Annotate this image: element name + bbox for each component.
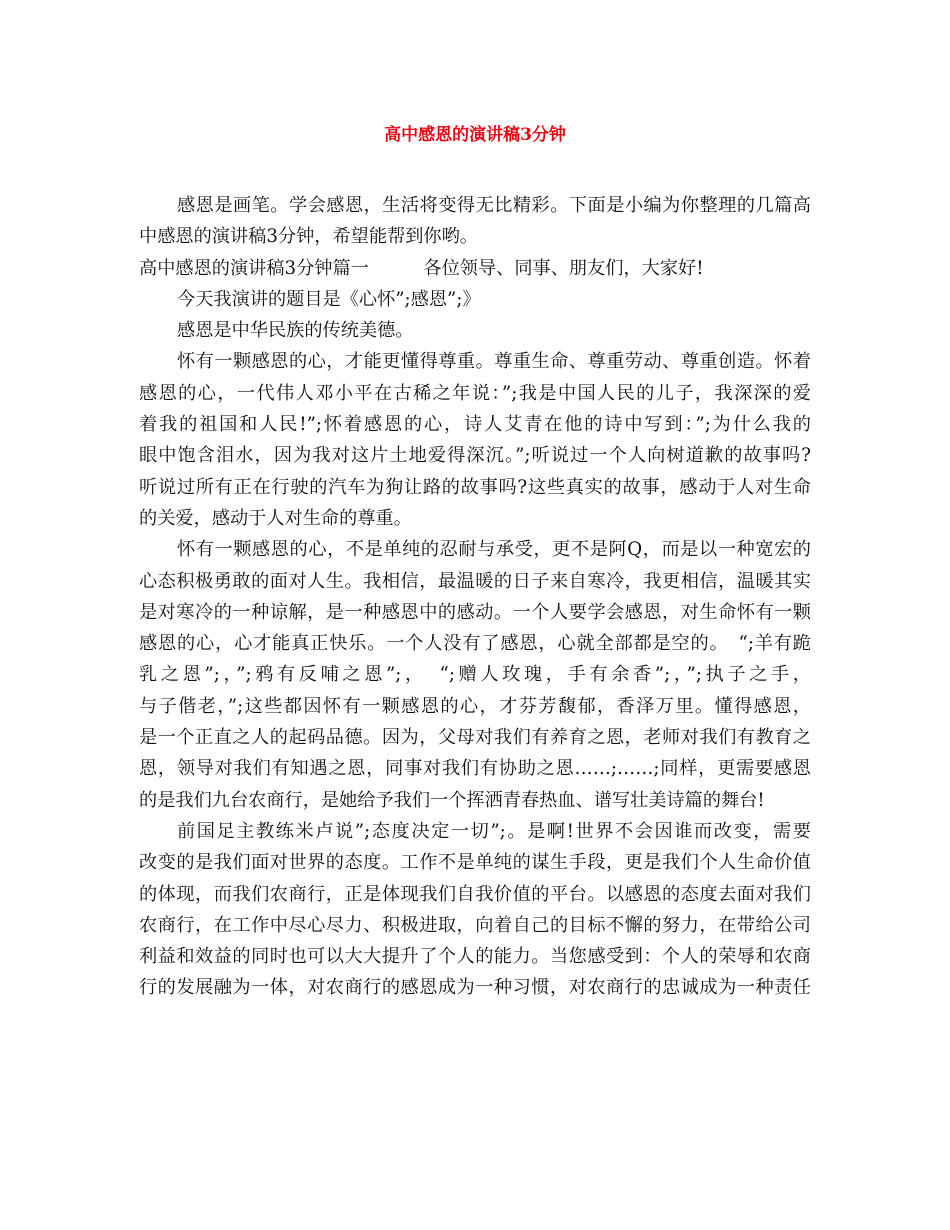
body-line: 农商行，在工作中尽心尽力、积极进取，向着自己的目标不懈的努力，在带给公司	[139, 914, 811, 936]
body-line: 今天我演讲的题目是《心怀”;感恩”;》	[177, 288, 481, 310]
body-line: 与子偕老，”;这些都因怀有一颗感恩的心，才芬芳馥郁，香泽万里。懂得感恩，	[139, 695, 811, 717]
body-line: 乳之恩”;，”;鸦有反哺之恩”;， “;赠人玫瑰，手有余香”;，”;执子之手，	[139, 664, 811, 686]
body-line: 前国足主教练米卢说”;态度决定一切”;。是啊!世界不会因谁而改变，需要	[177, 820, 811, 842]
body-line: 感恩是画笔。学会感恩，生活将变得无比精彩。下面是小编为你整理的几篇高	[177, 195, 811, 216]
body-line: 是一个正直之人的起码品德。因为，父母对我们有养育之恩，老师对我们有教育之	[139, 727, 811, 749]
body-line: 中感恩的演讲稿3分钟，希望能帮到你哟。	[139, 226, 478, 248]
body-line: 感恩是中华民族的传统美德。	[177, 320, 414, 342]
document-body	[139, 190, 811, 1004]
body-line: 怀有一颗感恩的心，才能更懂得尊重。尊重生命、尊重劳动、尊重创造。怀着	[177, 351, 811, 373]
body-line: 感恩的心，心才能真正快乐。一个人没有了感恩，心就全部都是空的。 “;羊有跪	[139, 633, 811, 655]
body-line: 恩，领导对我们有知遇之恩，同事对我们有协助之恩……;……;同样，更需要感恩	[139, 758, 811, 780]
body-line: 行的发展融为一体，对农商行的感恩成为一种习惯，对农商行的忠诚成为一种责任	[139, 977, 811, 999]
document-title: 高中感恩的演讲稿3分钟	[384, 125, 566, 145]
body-line: 的是我们九台农商行，是她给予我们一个挥洒青春热血、谱写壮美诗篇的舞台!	[139, 789, 765, 811]
body-line: 感恩的心，一代伟人邓小平在古稀之年说：”;我是中国人民的儿子，我深深的爱	[139, 382, 811, 404]
body-line: 心态积极勇敢的面对人生。我相信，最温暖的日子来自寒冷，我更相信，温暖其实	[139, 570, 811, 592]
body-line: 高中感恩的演讲稿3分钟篇一 各位领导、同事、朋友们，大家好!	[139, 257, 704, 279]
body-line: 眼中饱含泪水，因为我对这片土地爱得深沉。”;听说过一个人向树道歉的故事吗?	[139, 445, 811, 467]
body-line: 的体现，而我们农商行，正是体现我们自我价值的平台。以感恩的态度去面对我们	[139, 883, 811, 905]
body-line: 着我的祖国和人民!”;怀着感恩的心，诗人艾青在他的诗中写到：”;为什么我的	[139, 414, 811, 436]
body-line: 是对寒冷的一种谅解，是一种感恩中的感动。一个人要学会感恩，对生命怀有一颗	[139, 601, 811, 623]
body-line: 的关爱，感动于人对生命的尊重。	[139, 507, 412, 529]
body-line: 听说过所有正在行驶的汽车为狗让路的故事吗?这些真实的故事，感动于人对生命	[139, 476, 811, 498]
body-line: 怀有一颗感恩的心，不是单纯的忍耐与承受，更不是阿Q，而是以一种宽宏的	[177, 539, 811, 561]
body-line: 利益和效益的同时也可以大大提升了个人的能力。当您感受到：个人的荣辱和农商	[139, 946, 811, 968]
body-line: 改变的是我们面对世界的态度。工作不是单纯的谋生手段，更是我们个人生命价值	[139, 852, 811, 874]
